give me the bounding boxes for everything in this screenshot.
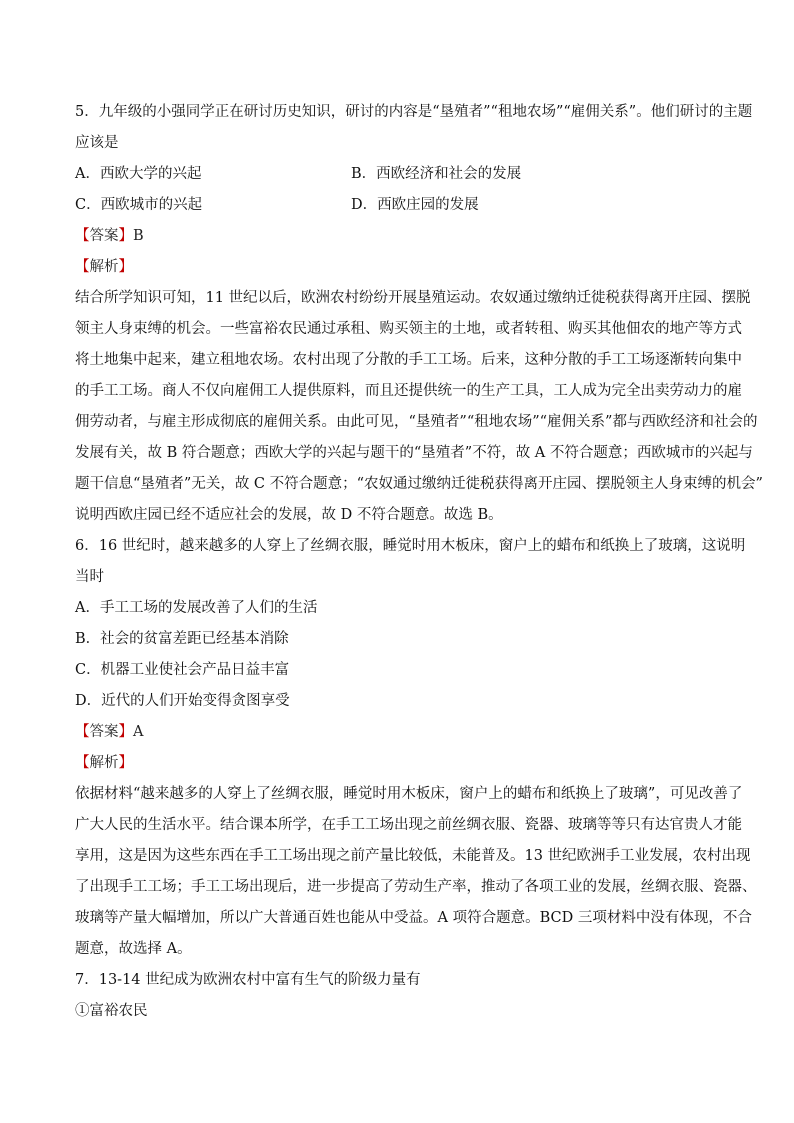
question-stem: 5．九年级的小强同学正在研讨历史知识，研讨的内容是“垦殖者”“租地农场”“雇佣关系”。他们研讨的主题 — [75, 104, 753, 120]
analysis-line: 将土地集中起来，建立租地农场。农村出现了分散的手工工场。后来，这种分散的手工工场逐渐转向集中 — [75, 352, 742, 368]
analysis-line: 享用，这是因为这些东西在手工工场出现之前产量比较低，未能普及。13 世纪欧洲手工业发展，农村出现 — [75, 848, 751, 864]
analysis-line: 广大人民的生活水平。结合课本所学，在手工工场出现之前丝绸衣服、瓷器、玻璃等等只有达官贵人才能 — [75, 817, 742, 833]
option-d: D．西欧庄园的发展 — [351, 197, 479, 213]
option-a: A．手工工场的发展改善了人们的生活 — [75, 600, 318, 616]
option-b: B．社会的贫富差距已经基本消除 — [75, 631, 289, 647]
analysis-line: 题意，故选择 A。 — [75, 941, 192, 957]
question-7 — [75, 965, 725, 1027]
answer-line: 【答案】B — [75, 228, 144, 244]
options-row — [75, 190, 725, 221]
analysis-line: 了出现手工工场；手工工场出现后，进一步提高了劳动生产率，推动了各项工业的发展，丝绸衣服、瓷器、 — [75, 879, 757, 895]
analysis-label: 解析 — [89, 259, 119, 275]
question-6 — [75, 531, 757, 965]
answer-label: 答案 — [89, 228, 119, 244]
analysis-line: 佣劳动者，与雇主形成彻底的雇佣关系。由此可见，“垦殖者”“租地农场”“雇佣关系”都与西欧经济和社会的 — [75, 414, 758, 430]
analysis-line: 的手工工场。商人不仅向雇佣工人提供原料，而且还提供统一的生产工具，工人成为完全出卖劳动力的雇 — [75, 383, 742, 399]
analysis-heading: 【解析】 — [75, 755, 133, 771]
analysis-line: 发展有关，故 B 符合题意；西欧大学的兴起与题干的“垦殖者”不符，故 A 不符合题意；西欧城市的兴起与 — [75, 445, 753, 461]
analysis-line: 玻璃等产量大幅增加，所以广大普通百姓也能从中受益。A 项符合题意。BCD 三项材料中没有体现，不合 — [75, 910, 752, 926]
answer-value: A — [133, 724, 144, 740]
question-stem: 应该是 — [75, 135, 119, 151]
answer-label: 答案 — [89, 724, 119, 740]
option-b: B．西欧经济和社会的发展 — [351, 166, 522, 182]
analysis-line: 说明西欧庄园已经不适应社会的发展，故 D 不符合题意。故选 B。 — [75, 507, 503, 523]
question-stem: 7．13-14 世纪成为欧洲农村中富有生气的阶级力量有 — [75, 972, 421, 988]
analysis-line: 结合所学知识可知，11 世纪以后，欧洲农村纷纷开展垦殖运动。农奴通过缴纳迁徙税获得离开庄园、摆脱 — [75, 290, 751, 306]
option-a: A．西欧大学的兴起 — [75, 166, 202, 182]
option-c: C．西欧城市的兴起 — [75, 197, 203, 213]
page-content — [75, 97, 763, 1027]
answer-line: 【答案】A — [75, 724, 144, 740]
option-c: C．机器工业使社会产品日益丰富 — [75, 662, 290, 678]
options-row — [75, 159, 725, 190]
list-item: ①富裕农民 — [75, 1003, 148, 1019]
option-d: D．近代的人们开始变得贪图享受 — [75, 693, 290, 709]
analysis-label: 解析 — [89, 755, 119, 771]
answer-value: B — [133, 228, 144, 244]
analysis-line: 题干信息“垦殖者”无关，故 C 不符合题意；“农奴通过缴纳迁徙税获得离开庄园、摆脱领主人身束缚的机会” — [75, 476, 763, 492]
question-stem: 当时 — [75, 569, 104, 585]
question-5 — [75, 97, 763, 531]
analysis-line: 依据材料“越来越多的人穿上了丝绸衣服，睡觉时用木板床，窗户上的蜡布和纸换上了玻璃”，可见改善了 — [75, 786, 743, 802]
analysis-line: 领主人身束缚的机会。一些富裕农民通过承租、购买领主的土地，或者转租、购买其他佃农的地产等方式 — [75, 321, 742, 337]
question-stem: 6．16 世纪时，越来越多的人穿上了丝绸衣服，睡觉时用木板床，窗户上的蜡布和纸换上了玻璃，这说明 — [75, 538, 746, 554]
analysis-heading: 【解析】 — [75, 259, 133, 275]
